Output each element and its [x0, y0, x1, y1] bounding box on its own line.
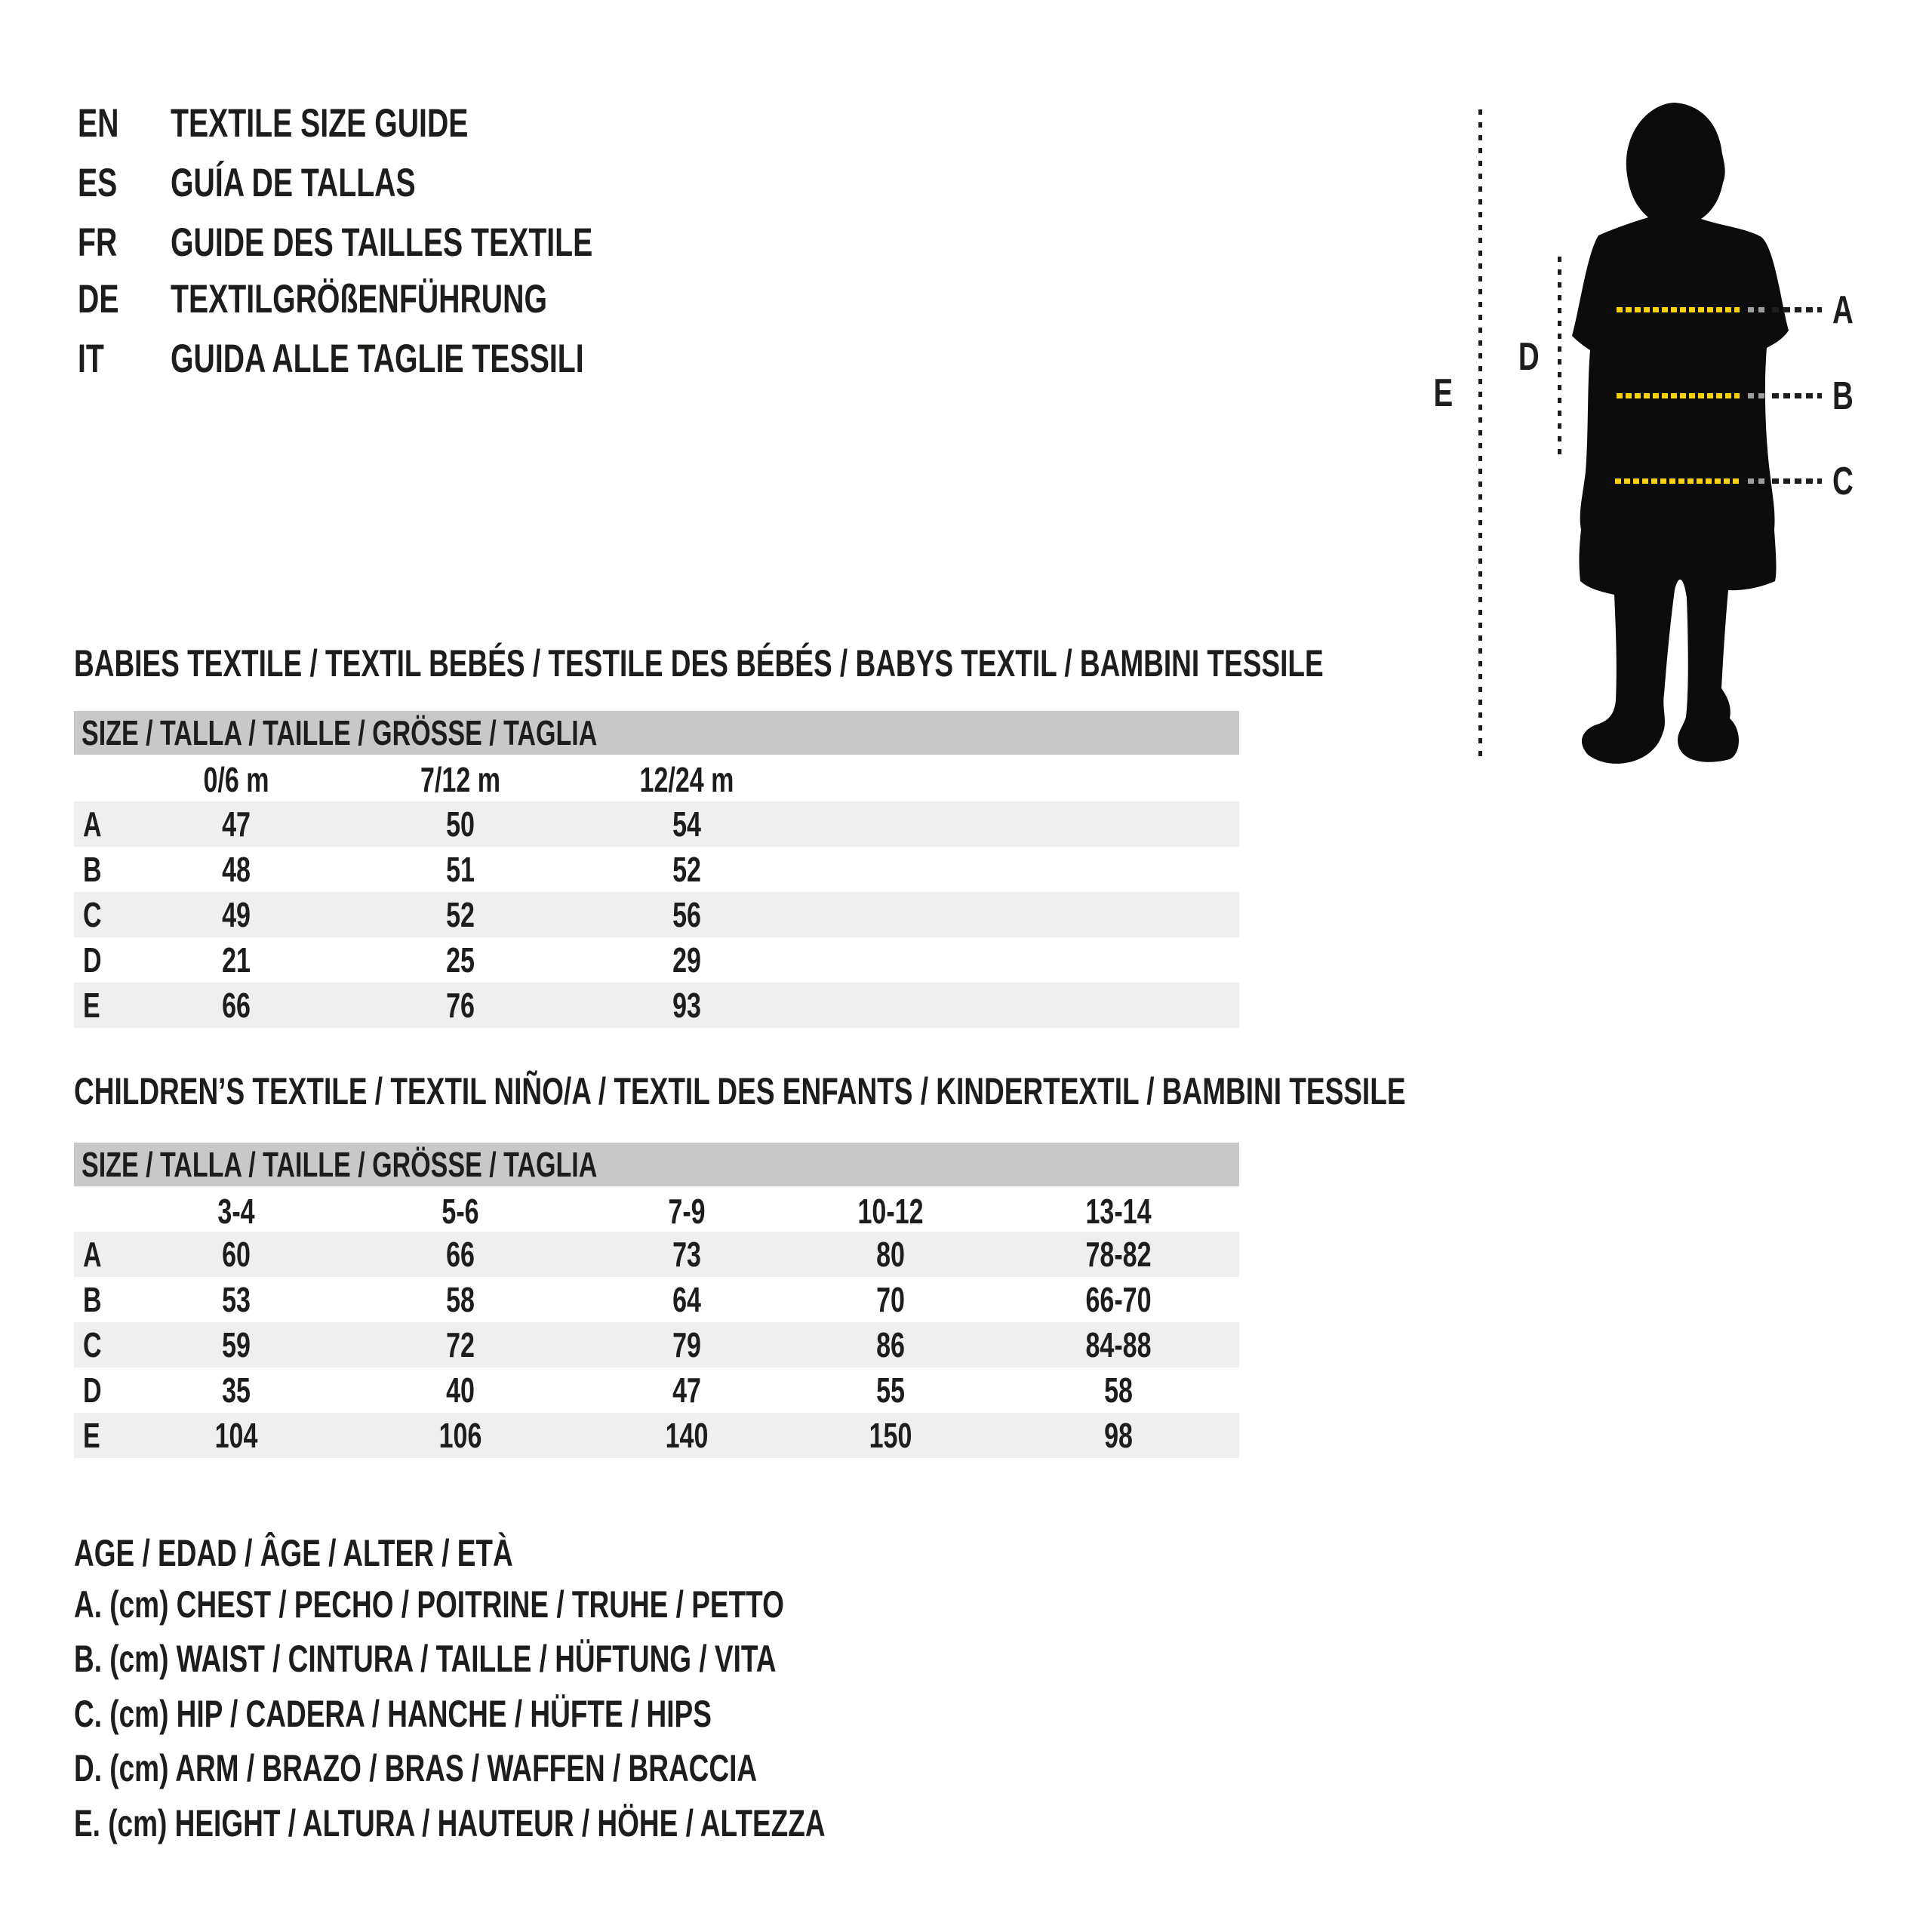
value-cell: 47: [672, 1371, 701, 1410]
lang-code-fr: FR: [78, 220, 118, 265]
value-cell: 21: [222, 940, 251, 980]
figure-label-d: D: [1518, 335, 1540, 379]
children-size-header-text: SIZE / TALLA / TAILLE / GRÖSSE / TAGLIA: [82, 1145, 598, 1184]
value-cell: 60: [222, 1235, 251, 1274]
value-cell: 40: [446, 1371, 475, 1410]
value-cell: 70: [876, 1280, 905, 1319]
value-cell: 48: [222, 850, 251, 889]
value-cell: 106: [438, 1416, 482, 1455]
value-cell: 66: [446, 1235, 475, 1274]
legend-hip: C. (cm) HIP / CADERA / HANCHE / HÜFTE / HIPS: [74, 1693, 712, 1735]
row-label: D: [83, 1371, 102, 1410]
lang-title-es: GUÍA DE TALLAS: [171, 161, 416, 205]
size-column-header: 12/24 m: [639, 760, 734, 799]
waist-line-yellow: [1617, 393, 1740, 398]
size-column-header: 3-4: [217, 1192, 255, 1231]
size-columns-row: [74, 757, 1239, 802]
hip-line-dark: [1772, 478, 1822, 484]
children-table-title: CHILDREN’S TEXTILE / TEXTIL NIÑO/A / TEXTIL DES ENFANTS / KINDERTEXTIL / BAMBINI TESSILE: [74, 1070, 1406, 1112]
size-column-header: 7-9: [668, 1192, 706, 1231]
value-cell: 73: [672, 1235, 701, 1274]
hip-line-yellow: [1615, 478, 1740, 484]
size-column-header: 7/12 m: [420, 760, 500, 799]
children-table-body: [74, 1189, 1239, 1460]
value-cell: 76: [446, 986, 475, 1025]
value-cell: 84-88: [1085, 1325, 1152, 1364]
value-cell: 140: [665, 1416, 709, 1455]
hip-line-fade: [1748, 478, 1769, 484]
waist-line-dark: [1772, 393, 1822, 398]
table-row: [74, 1277, 1239, 1322]
lang-code-it: IT: [78, 337, 104, 381]
row-label: A: [83, 1235, 102, 1274]
lang-code-de: DE: [78, 277, 119, 321]
value-cell: 50: [446, 804, 475, 844]
figure-label-e: E: [1433, 371, 1453, 415]
lang-title-fr: GUIDE DES TAILLES TEXTILE: [171, 220, 593, 265]
legend-height: E. (cm) HEIGHT / ALTURA / HAUTEUR / HÖHE / ALTEZZA: [74, 1802, 826, 1844]
child-silhouette: [1540, 91, 1811, 770]
value-cell: 150: [869, 1416, 912, 1455]
value-cell: 56: [672, 895, 701, 934]
chest-line-fade: [1748, 307, 1769, 312]
table-row: [74, 847, 1239, 892]
legend-waist: B. (cm) WAIST / CINTURA / TAILLE / HÜFTUNG / VITA: [74, 1638, 777, 1680]
value-cell: 66: [222, 986, 251, 1025]
value-cell: 47: [222, 804, 251, 844]
row-label: C: [83, 895, 102, 934]
value-cell: 80: [876, 1235, 905, 1274]
table-row: [74, 1322, 1239, 1367]
value-cell: 29: [672, 940, 701, 980]
value-cell: 49: [222, 895, 251, 934]
value-cell: 52: [446, 895, 475, 934]
table-row: [74, 1413, 1239, 1458]
babies-table-title: BABIES TEXTILE / TEXTIL BEBÉS / TESTILE DES BÉBÉS / BABYS TEXTIL / BAMBINI TESSILE: [74, 642, 1324, 685]
size-column-header: 10-12: [857, 1192, 924, 1231]
table-row: [74, 892, 1239, 937]
babies-table-body: [74, 757, 1239, 1030]
value-cell: 78-82: [1085, 1235, 1152, 1274]
row-label: D: [83, 940, 102, 980]
row-label: B: [83, 850, 102, 889]
lang-code-en: EN: [78, 101, 119, 146]
babies-size-header-text: SIZE / TALLA / TAILLE / GRÖSSE / TAGLIA: [82, 713, 598, 752]
children-size-header-bar: [74, 1143, 1239, 1186]
row-label: B: [83, 1280, 102, 1319]
size-column-header: 5-6: [441, 1192, 479, 1231]
value-cell: 86: [876, 1325, 905, 1364]
value-cell: 72: [446, 1325, 475, 1364]
lang-title-en: TEXTILE SIZE GUIDE: [171, 101, 469, 146]
row-label: A: [83, 804, 102, 844]
row-label: E: [83, 986, 100, 1025]
size-column-header: 13-14: [1085, 1192, 1152, 1231]
table-row: [74, 1367, 1239, 1413]
figure-label-b: B: [1832, 374, 1854, 418]
value-cell: 53: [222, 1280, 251, 1319]
legend-arm: D. (cm) ARM / BRAZO / BRAS / WAFFEN / BRACCIA: [74, 1747, 758, 1789]
lang-title-it: GUIDA ALLE TAGLIE TESSILI: [171, 337, 584, 381]
value-cell: 104: [214, 1416, 258, 1455]
table-row: [74, 801, 1239, 847]
value-cell: 79: [672, 1325, 701, 1364]
value-cell: 98: [1104, 1416, 1133, 1455]
row-label: E: [83, 1416, 100, 1455]
lang-title-de: TEXTILGRÖßENFÜHRUNG: [171, 277, 547, 321]
figure-label-a: A: [1832, 288, 1854, 332]
legend-chest: A. (cm) CHEST / PECHO / POITRINE / TRUHE / PETTO: [74, 1583, 784, 1626]
value-cell: 58: [446, 1280, 475, 1319]
value-cell: 35: [222, 1371, 251, 1410]
value-cell: 64: [672, 1280, 701, 1319]
babies-size-header-bar: [74, 711, 1239, 755]
table-row: [74, 983, 1239, 1028]
value-cell: 51: [446, 850, 475, 889]
figure-label-c: C: [1832, 460, 1854, 503]
value-cell: 66-70: [1085, 1280, 1152, 1319]
value-cell: 59: [222, 1325, 251, 1364]
waist-line-fade: [1748, 393, 1769, 398]
lang-code-es: ES: [78, 161, 118, 205]
value-cell: 25: [446, 940, 475, 980]
size-column-header: 0/6 m: [203, 760, 269, 799]
table-row: [74, 937, 1239, 983]
legend-age: AGE / EDAD / ÂGE / ALTER / ETÀ: [74, 1532, 513, 1574]
value-cell: 52: [672, 850, 701, 889]
value-cell: 55: [876, 1371, 905, 1410]
value-cell: 54: [672, 804, 701, 844]
size-columns-row: [74, 1189, 1239, 1234]
row-label: C: [83, 1325, 102, 1364]
chest-line-yellow: [1617, 307, 1740, 312]
chest-line-dark: [1772, 307, 1822, 312]
value-cell: 58: [1104, 1371, 1133, 1410]
value-cell: 93: [672, 986, 701, 1025]
table-row: [74, 1232, 1239, 1277]
